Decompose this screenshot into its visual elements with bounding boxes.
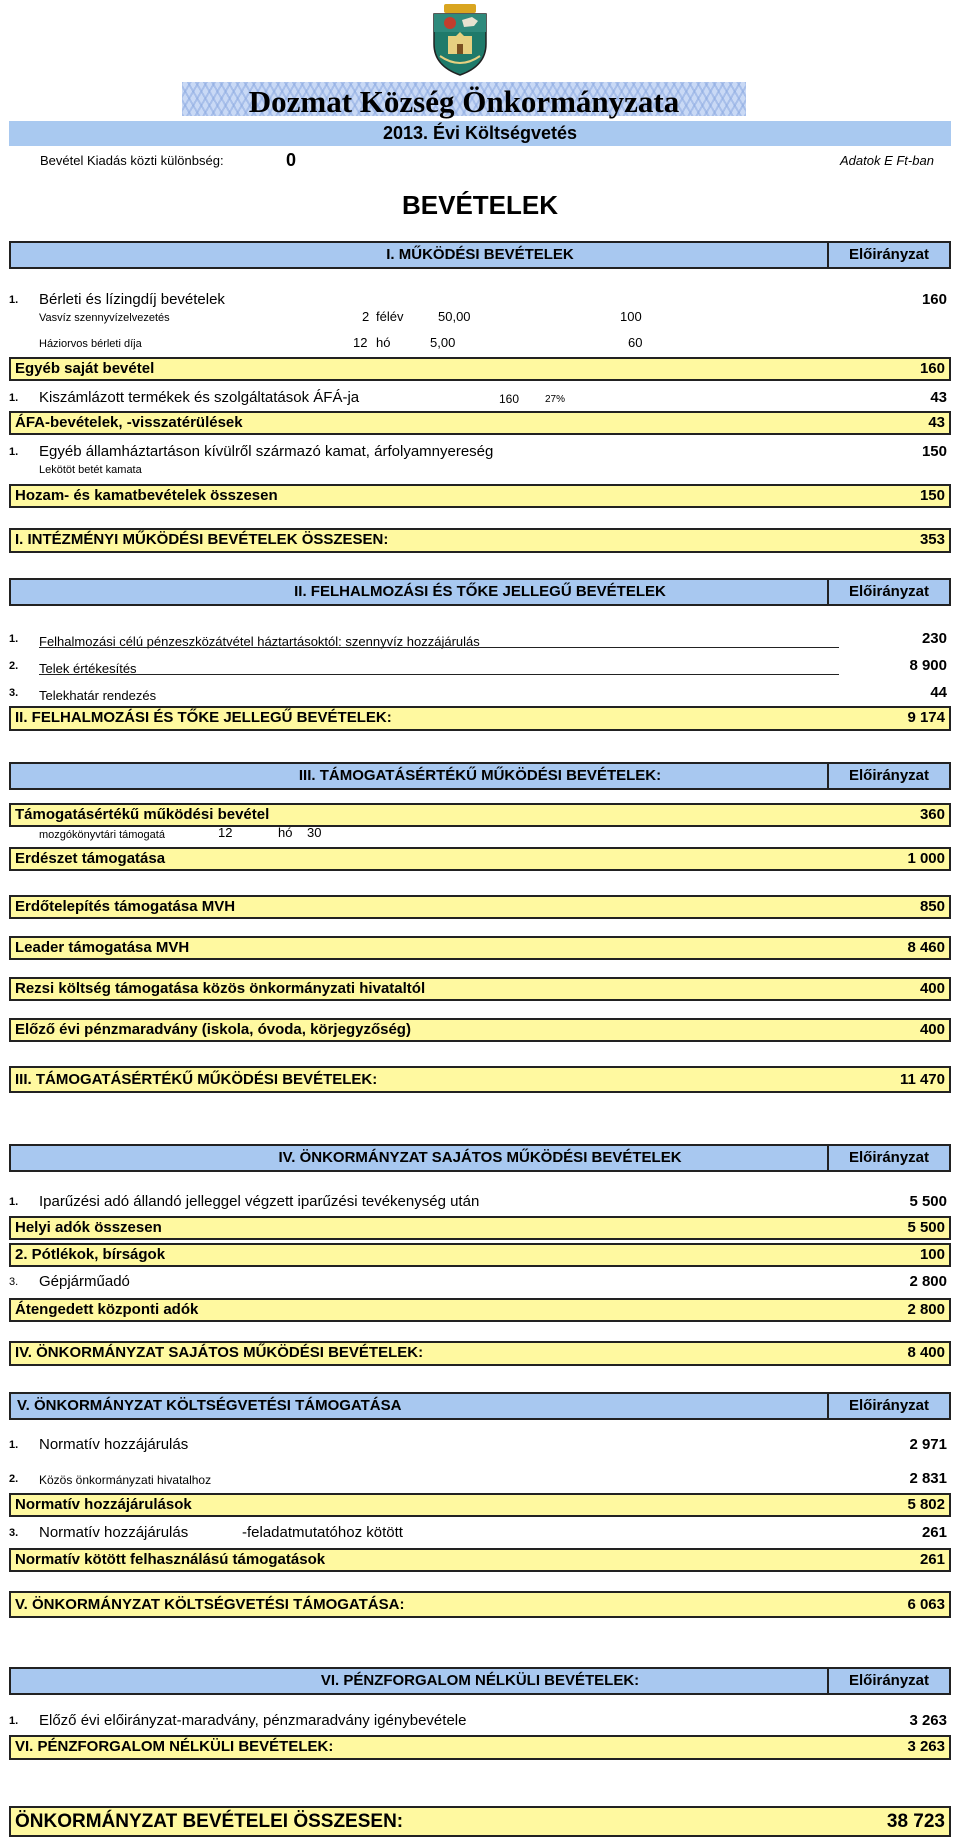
- list-item: 3. Gépjárműadó 2 800: [9, 1273, 947, 1290]
- budget-year: 2013. Évi Költségvetés: [9, 121, 951, 146]
- section-total: VI. PÉNZFORGALOM NÉLKÜLI BEVÉTELEK: 3 263: [9, 1735, 951, 1760]
- subtotal-row: Átengedett központi adók 2 800: [9, 1298, 951, 1322]
- column-head: Előirányzat: [827, 1394, 949, 1418]
- vat-base: 160: [499, 392, 520, 406]
- detail-qty: 2: [362, 309, 370, 324]
- subtotal-row: ÁFA-bevételek, -visszatérülések 43: [9, 411, 951, 435]
- grand-total: ÖNKORMÁNYZAT BEVÉTELEI ÖSSZESEN: 38 723: [9, 1806, 951, 1837]
- unit-note: Adatok E Ft-ban: [840, 153, 934, 168]
- detail-unit: félév: [376, 309, 404, 324]
- list-item: 1. Előző évi előirányzat-maradvány, pénzmaradvány igénybevétele 3 263: [9, 1712, 947, 1729]
- column-head: Előirányzat: [827, 1146, 949, 1170]
- list-item: 1. Iparűzési adó állandó jelleggel végzett iparűzési tevékenység után 5 500: [9, 1193, 947, 1210]
- section-3-title: III. TÁMOGATÁSÉRTÉKŰ MŰKÖDÉSI BEVÉTELEK:: [298, 767, 662, 784]
- difference-label: Bevétel Kiadás közti különbség:: [40, 153, 224, 168]
- detail-name: Lekötöt betét kamata: [39, 464, 142, 476]
- difference-value: 0: [286, 150, 297, 170]
- list-item: 3. Telekhatár rendezés 44: [9, 684, 947, 703]
- list-item: 2. Közös önkormányzati hivatalhoz 2 831: [9, 1470, 947, 1487]
- section-4-title: IV. ÖNKORMÁNYZAT SAJÁTOS MŰKÖDÉSI BEVÉTELEK: [278, 1149, 682, 1166]
- subtotal-row: Erdészet támogatása 1 000: [9, 847, 951, 871]
- list-item: 1. Egyéb államháztartáson kívülről származó kamat, árfolyamnyereség 150: [9, 443, 947, 460]
- detail-value: 100: [620, 309, 642, 324]
- detail-unit: hó: [278, 825, 293, 840]
- subtotal-row: Helyi adók összesen 5 500: [9, 1216, 951, 1240]
- column-head: Előirányzat: [827, 580, 949, 604]
- subtotal-row: Erdőtelepítés támogatása MVH 850: [9, 895, 951, 919]
- underline: [39, 647, 839, 648]
- section-1-title: I. MŰKÖDÉSI BEVÉTELEK: [386, 246, 574, 263]
- list-item: 1. Normatív hozzájárulás 2 971: [9, 1436, 947, 1453]
- section-3-header: [9, 762, 951, 790]
- section-6-title: VI. PÉNZFORGALOM NÉLKÜLI BEVÉTELEK:: [320, 1672, 640, 1689]
- column-head: Előirányzat: [827, 1669, 949, 1693]
- detail-rate: 30: [307, 825, 322, 840]
- subtotal-row: Hozam- és kamatbevételek összesen 150: [9, 484, 951, 508]
- subtotal-row: Rezsi költség támogatása közös önkormányzati hivataltól 400: [9, 977, 951, 1001]
- subtotal-row: Normatív kötött felhasználású támogatások 261: [9, 1548, 951, 1572]
- section-5-title: V. ÖNKORMÁNYZAT KÖLTSÉGVETÉSI TÁMOGATÁSA: [17, 1397, 402, 1414]
- section-2-title: II. FELHALMOZÁSI ÉS TŐKE JELLEGŰ BEVÉTELEK: [294, 583, 666, 600]
- list-item: 3. Normatív hozzájárulás -feladatmutatóhoz kötött 261: [9, 1524, 947, 1541]
- detail-rate: 50,00: [438, 309, 471, 324]
- detail-unit: hó: [376, 335, 391, 350]
- list-item: 1. Felhalmozási célú pénzeszközátvétel háztartásoktól: szennyvíz hozzájárulás 230: [9, 630, 947, 649]
- list-item: 1. Kiszámlázott termékek és szolgáltatások ÁFÁ-ja 43: [9, 389, 947, 406]
- section-6-header: [9, 1667, 951, 1695]
- document-title: BEVÉTELEK: [401, 190, 559, 220]
- subtotal-row: Leader támogatása MVH 8 460: [9, 936, 951, 960]
- section-total: V. ÖNKORMÁNYZAT KÖLTSÉGVETÉSI TÁMOGATÁSA: 6 063: [9, 1591, 951, 1618]
- section-total: III. TÁMOGATÁSÉRTÉKŰ MŰKÖDÉSI BEVÉTELEK: 11 470: [9, 1066, 951, 1093]
- section-5-header: [9, 1392, 951, 1420]
- section-2-header: [9, 578, 951, 606]
- subtotal-row: Előző évi pénzmaradvány (iskola, óvoda, körjegyzőség) 400: [9, 1018, 951, 1042]
- detail-name: mozgókönyvtári támogatá: [39, 829, 165, 841]
- section-total: I. INTÉZMÉNYI MŰKÖDÉSI BEVÉTELEK ÖSSZESEN: 353: [9, 528, 951, 553]
- list-item: 1. Bérleti és lízingdíj bevételek 160: [9, 291, 947, 308]
- detail-value: 60: [628, 335, 643, 350]
- subtotal-row: Támogatásértékű működési bevétel 360: [9, 803, 951, 827]
- page-title: Dozmat Község Önkormányzata: [248, 84, 680, 119]
- section-4-header: [9, 1144, 951, 1172]
- section-1-header: [9, 241, 951, 269]
- detail-rate: 5,00: [430, 335, 456, 350]
- subtotal-row: Egyéb saját bevétel 160: [9, 357, 951, 381]
- subtotal-row: Normatív hozzájárulások 5 802: [9, 1493, 951, 1517]
- detail-name: Vasvíz szennyvízelvezetés: [39, 312, 170, 324]
- coat-of-arms-icon: [430, 4, 490, 76]
- list-item: 2. Telek értékesítés 8 900: [9, 657, 947, 676]
- column-head: Előirányzat: [827, 764, 949, 788]
- underline: [39, 674, 839, 675]
- section-total: II. FELHALMOZÁSI ÉS TŐKE JELLEGŰ BEVÉTELEK: 9 174: [9, 706, 951, 731]
- column-head: Előirányzat: [827, 243, 949, 267]
- detail-name: Háziorvos bérleti díja: [39, 338, 142, 350]
- detail-qty: 12: [218, 825, 233, 840]
- section-total: IV. ÖNKORMÁNYZAT SAJÁTOS MŰKÖDÉSI BEVÉTELEK: 8 400: [9, 1341, 951, 1366]
- subtotal-row: 2. Pótlékok, bírságok 100: [9, 1243, 951, 1267]
- detail-qty: 12: [353, 335, 368, 350]
- vat-rate: 27%: [545, 394, 566, 405]
